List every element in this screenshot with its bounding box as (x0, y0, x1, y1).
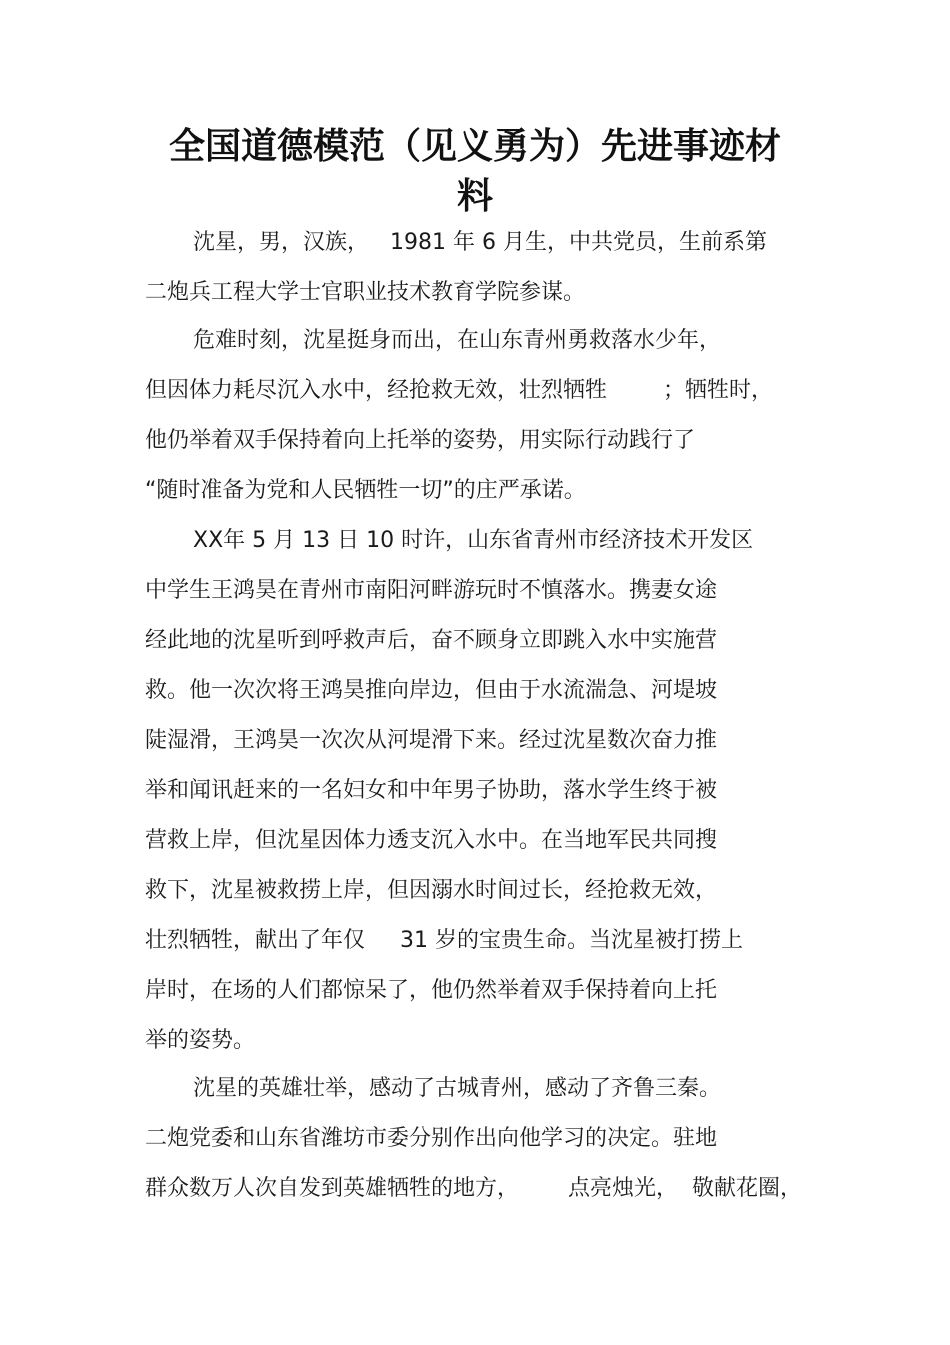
paragraph-3-line-2: 中学生王鸿昊在青州市南阳河畔游玩时不慎落水。携妻女途 (145, 578, 718, 603)
paragraph-3-line-5: 陡湿滑，王鸿昊一次次从河堤滑下来。经过沈星数次奋力推 (145, 728, 718, 753)
paragraph-3-line-7: 营救上岸，但沈星因体力透支沉入水中。在当地军民共同搜 (145, 828, 718, 853)
document-title-line-1: 全国道德模范（见义勇为）先进事迹材 (168, 125, 781, 167)
paragraph-3-line-4: 救。他一次次将王鸿昊推向岸边，但由于水流湍急、河堤坡 (145, 678, 718, 703)
paragraph-2-line-1: 危难时刻，沈星挺身而出，在山东青州勇救落水少年， (193, 328, 722, 353)
paragraph-3-line-11: 举的姿势。 (145, 1028, 256, 1053)
paragraph-3-line-3: 经此地的沈星听到呼救声后，奋不顾身立即跳入水中实施营 (145, 628, 718, 653)
paragraph-4-line-2: 二炮党委和山东省潍坊市委分别作出向他学习的决定。驻地 (145, 1126, 718, 1151)
document-title-line-2: 料 (456, 175, 493, 217)
paragraph-2-line-2: 但因体力耗尽沉入水中，经抢救无效，壮烈牺牲 ；牺牲时， (145, 378, 773, 403)
paragraph-3-line-10: 岸时，在场的人们都惊呆了，他仍然举着双手保持着向上托 (145, 978, 718, 1003)
paragraph-3-line-8: 救下，沈星被救捞上岸，但因溺水时间过长，经抢救无效， (145, 878, 718, 903)
paragraph-3-line-1: XX年 5 月 13 日 10 时许，山东省青州市经济技术开发区 (193, 528, 754, 553)
paragraph-3-line-6: 举和闻讯赶来的一名妇女和中年男子协助，落水学生终于被 (145, 778, 718, 803)
paragraph-4-line-3: 群众数万人次自发到英雄牺牲的地方， 点亮烛光， 敬献花圈， (145, 1176, 802, 1201)
paragraph-2-line-3: 他仍举着双手保持着向上托举的姿势，用实际行动践行了 (145, 428, 696, 453)
paragraph-2-line-4: “随时准备为党和人民牺牲一切”的庄严承诺。 (145, 478, 586, 503)
paragraph-4-line-1: 沈星的英雄壮举，感动了古城青州，感动了齐鲁三秦。 (193, 1076, 722, 1101)
paragraph-1-line-1: 沈星，男，汉族， 1981 年 6 月生，中共党员，生前系第 (193, 230, 767, 255)
paragraph-1-line-2: 二炮兵工程大学士官职业技术教育学院参谋。 (145, 280, 586, 305)
paragraph-3-line-9: 壮烈牺牲，献出了年仅 31 岁的宝贵生命。当沈星被打捞上 (145, 928, 743, 953)
